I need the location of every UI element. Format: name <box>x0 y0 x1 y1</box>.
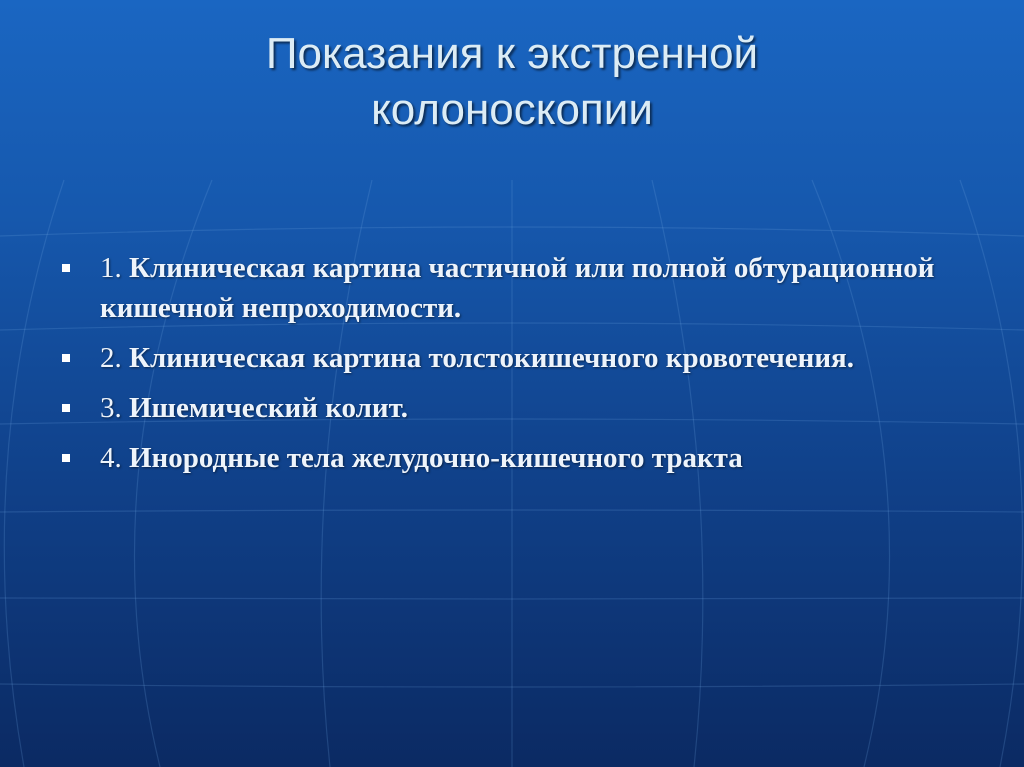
square-bullet-icon <box>62 404 70 412</box>
slide-title <box>60 26 964 138</box>
bullet-text: Клиническая картина толстокишечного кровотечения. <box>129 342 854 374</box>
square-bullet-icon <box>62 264 70 272</box>
bullet-item-3 <box>60 388 960 428</box>
bullet-number: 1. <box>100 252 122 284</box>
square-bullet-icon <box>62 454 70 462</box>
square-bullet-icon <box>62 354 70 362</box>
bullet-list <box>60 248 960 488</box>
bullet-item-4 <box>60 438 960 478</box>
bullet-number: 4. <box>100 442 122 474</box>
bullet-number: 2. <box>100 342 122 374</box>
bullet-item-2 <box>60 338 960 378</box>
slide-title-line-2: колоноскопии <box>371 85 653 134</box>
bullet-text: Клиническая картина частичной или полной обтурационной кишечной непроходимости. <box>100 252 935 324</box>
bullet-text: Инородные тела желудочно-кишечного тракта <box>129 442 743 474</box>
bullet-item-1 <box>60 248 960 328</box>
slide-title-line-1: Показания к экстренной <box>265 29 759 78</box>
bullet-number: 3. <box>100 392 122 424</box>
bullet-text: Ишемический колит. <box>129 392 408 424</box>
